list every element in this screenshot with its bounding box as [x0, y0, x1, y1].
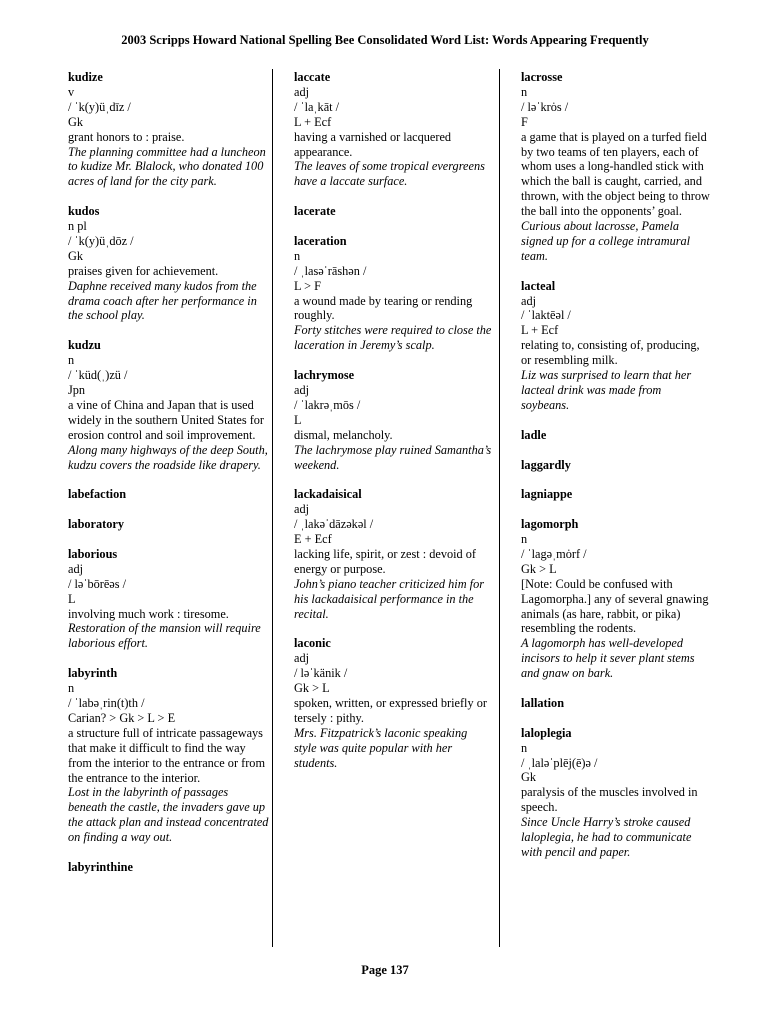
- example-sentence: Restoration of the mansion will require laborious effort.: [68, 621, 261, 651]
- dictionary-entry: [521, 279, 711, 413]
- part-of-speech: n: [294, 248, 301, 263]
- example-sentence: Mrs. Fitzpatrick’s laconic speaking style was quite popular with her students.: [294, 725, 468, 770]
- part-of-speech: adj: [294, 84, 310, 99]
- entry-word: labyrinthine: [68, 859, 133, 874]
- etymology: Gk: [521, 770, 537, 785]
- pronunciation: / ˈlakrəˌmōs /: [294, 397, 361, 412]
- dictionary-entry: [521, 726, 711, 860]
- definition: a structure full of intricate passageways that make it difficult to find the way from the interior to the entrance or from the entrance to the interior.: [68, 725, 266, 785]
- definition: lacking life, spirit, or zest : devoid of energy or purpose.: [294, 546, 477, 576]
- part-of-speech: adj: [294, 651, 310, 666]
- dictionary-entry: [68, 487, 270, 502]
- column-divider: [272, 69, 273, 947]
- part-of-speech: n pl: [68, 219, 87, 234]
- etymology: L > F: [294, 278, 321, 293]
- pronunciation: / ˌlakəˈdāzəkəl /: [294, 517, 374, 532]
- part-of-speech: adj: [294, 502, 310, 517]
- pronunciation: / ˈlaˌkāt /: [294, 99, 340, 114]
- etymology: E + Ecf: [294, 532, 332, 547]
- definition: praises given for achievement.: [68, 263, 219, 278]
- entry-word: lacteal: [521, 278, 556, 293]
- example-sentence: The leaves of some tropical evergreens have a laccate surface.: [294, 159, 485, 189]
- entry-word: lacrosse: [521, 70, 563, 84]
- dictionary-entry: [521, 70, 711, 264]
- word-column-3: [521, 70, 711, 875]
- entry-word: laboratory: [68, 517, 125, 532]
- entry-word: lachrymose: [294, 368, 355, 383]
- entry-word: laccate: [294, 70, 331, 84]
- example-sentence: Lost in the labyrinth of passages beneath the castle, the invaders gave up the attack plan and instead concentrated on finding a way out.: [68, 785, 269, 845]
- example-sentence: Curious about lacrosse, Pamela signed up for a college intramural team.: [521, 219, 691, 263]
- dictionary-entry: [521, 696, 711, 711]
- example-sentence: Since Uncle Harry’s stroke caused laloplegia, he had to communicate with pencil and paper.: [521, 815, 692, 860]
- entry-word: lagomorph: [521, 517, 579, 532]
- definition: grant honors to : praise.: [68, 129, 185, 144]
- part-of-speech: v: [68, 84, 75, 99]
- dictionary-entry: [294, 487, 492, 621]
- example-sentence: Forty stitches were required to close the laceration in Jeremy’s scalp.: [294, 323, 492, 353]
- pronunciation: / ləˈbōrēəs /: [68, 576, 127, 591]
- etymology: L + Ecf: [521, 323, 559, 338]
- entry-word: kudos: [68, 204, 100, 219]
- entry-word: laconic: [294, 636, 331, 651]
- dictionary-entry: [294, 70, 492, 189]
- entry-word: lackadaisical: [294, 487, 362, 502]
- pronunciation: / ˈk(y)üˌdīz /: [68, 99, 131, 114]
- example-sentence: The planning committee had a luncheon to kudize Mr. Blalock, who donated 100 acres of land for the city park.: [68, 144, 266, 189]
- word-column-2: [294, 70, 492, 785]
- entry-word: lallation: [521, 695, 565, 710]
- dictionary-entry: [294, 234, 492, 353]
- pronunciation: / ˈk(y)üˌdōz /: [68, 233, 134, 248]
- pronunciation: / ˌlasəˈrāshən /: [294, 263, 367, 278]
- definition: a vine of China and Japan that is used widely in the southern United States for erosion control and soil improvement.: [68, 397, 265, 442]
- entry-word: labyrinth: [68, 666, 118, 681]
- entry-word: lagniappe: [521, 487, 573, 502]
- dictionary-entry: [68, 204, 270, 323]
- part-of-speech: adj: [294, 382, 310, 397]
- dictionary-entry: [68, 860, 270, 875]
- part-of-speech: n: [521, 532, 528, 547]
- part-of-speech: adj: [68, 561, 84, 576]
- etymology: Gk > L: [294, 681, 330, 696]
- part-of-speech: adj: [521, 293, 537, 308]
- dictionary-entry: [68, 547, 270, 651]
- definition: having a varnished or lacquered appearance.: [294, 129, 452, 159]
- dictionary-entry: [68, 517, 270, 532]
- dictionary-entry: [521, 487, 711, 502]
- entry-word: kudize: [68, 70, 103, 84]
- definition: a game that is played on a turfed field by two teams of ten players, each of whom uses a long-handled stick with which the ball is caught, carried, and thrown, with the object being to throw the ball into the opponents’ goal.: [521, 129, 710, 219]
- etymology: L: [68, 591, 76, 606]
- etymology: L: [294, 412, 302, 427]
- pronunciation: / ˌlaləˈplēj(ē)ə /: [521, 755, 598, 770]
- entry-word: laloplegia: [521, 725, 572, 740]
- dictionary-entry: [521, 458, 711, 473]
- entry-word: laggardly: [521, 457, 571, 472]
- entry-word: laceration: [294, 233, 347, 248]
- dictionary-entry: [294, 636, 492, 770]
- definition: relating to, consisting of, producing, or resembling milk.: [521, 338, 700, 368]
- dictionary-entry: [294, 204, 492, 219]
- pronunciation: / ˈlabəˌrin(t)th /: [68, 695, 145, 710]
- pronunciation: / ˈlagəˌmȯrf /: [521, 546, 587, 561]
- etymology: Gk > L: [521, 561, 557, 576]
- entry-word: kudzu: [68, 338, 101, 353]
- entry-word: laborious: [68, 546, 118, 561]
- pronunciation: / ˈlaktēəl /: [521, 308, 571, 323]
- part-of-speech: n: [521, 84, 528, 99]
- page-title: 2003 Scripps Howard National Spelling Bee Consolidated Word List: Words Appearing Frequently: [121, 33, 649, 47]
- dictionary-entry: [521, 428, 711, 443]
- example-sentence: Along many highways of the deep South, kudzu covers the roadside like drapery.: [68, 442, 268, 472]
- definition: [Note: Could be confused with Lagomorpha.] any of several gnawing animals (as hare, rabbit, or pika) resembling the rodents.: [521, 576, 709, 636]
- dictionary-entry: [294, 368, 492, 472]
- example-sentence: The lachrymose play ruined Samantha’s weekend.: [294, 442, 492, 472]
- example-sentence: A lagomorph has well-developed incisors to help it sever plant stems and gnaw on bark.: [521, 636, 695, 681]
- etymology: Gk: [68, 248, 84, 263]
- example-sentence: Liz was surprised to learn that her lacteal drink was made from soybeans.: [521, 368, 692, 412]
- definition: dismal, melancholy.: [294, 427, 393, 442]
- word-column-1: [68, 70, 270, 890]
- etymology: L + Ecf: [294, 114, 332, 129]
- definition: involving much work : tiresome.: [68, 606, 229, 621]
- etymology: Gk: [68, 114, 84, 129]
- dictionary-entry: [68, 666, 270, 845]
- definition: a wound made by tearing or rending roughly.: [294, 293, 473, 323]
- etymology: Jpn: [68, 383, 86, 397]
- part-of-speech: n: [68, 681, 75, 696]
- definition: paralysis of the muscles involved in speech.: [521, 785, 698, 815]
- dictionary-entry: [68, 70, 270, 189]
- pronunciation: / ləˈkänik /: [294, 666, 348, 681]
- part-of-speech: n: [521, 740, 528, 755]
- part-of-speech: n: [68, 353, 75, 368]
- example-sentence: John’s piano teacher criticized him for his lackadaisical performance in the recital.: [294, 576, 485, 621]
- definition: spoken, written, or expressed briefly or tersely : pithy.: [294, 695, 487, 725]
- dictionary-entry: [68, 338, 270, 472]
- example-sentence: Daphne received many kudos from the drama coach after her performance in the school play.: [68, 278, 257, 323]
- page-number: Page 137: [361, 963, 409, 977]
- etymology: F: [521, 114, 528, 129]
- column-divider: [499, 69, 500, 947]
- etymology: Carian? > Gk > L > E: [68, 710, 176, 725]
- entry-word: ladle: [521, 427, 547, 442]
- entry-word: labefaction: [68, 487, 127, 502]
- dictionary-entry: [521, 517, 711, 681]
- pronunciation: / ˈküd(ˌ)zü /: [68, 368, 128, 383]
- pronunciation: / ləˈkrȯs /: [521, 99, 569, 114]
- entry-word: lacerate: [294, 204, 336, 219]
